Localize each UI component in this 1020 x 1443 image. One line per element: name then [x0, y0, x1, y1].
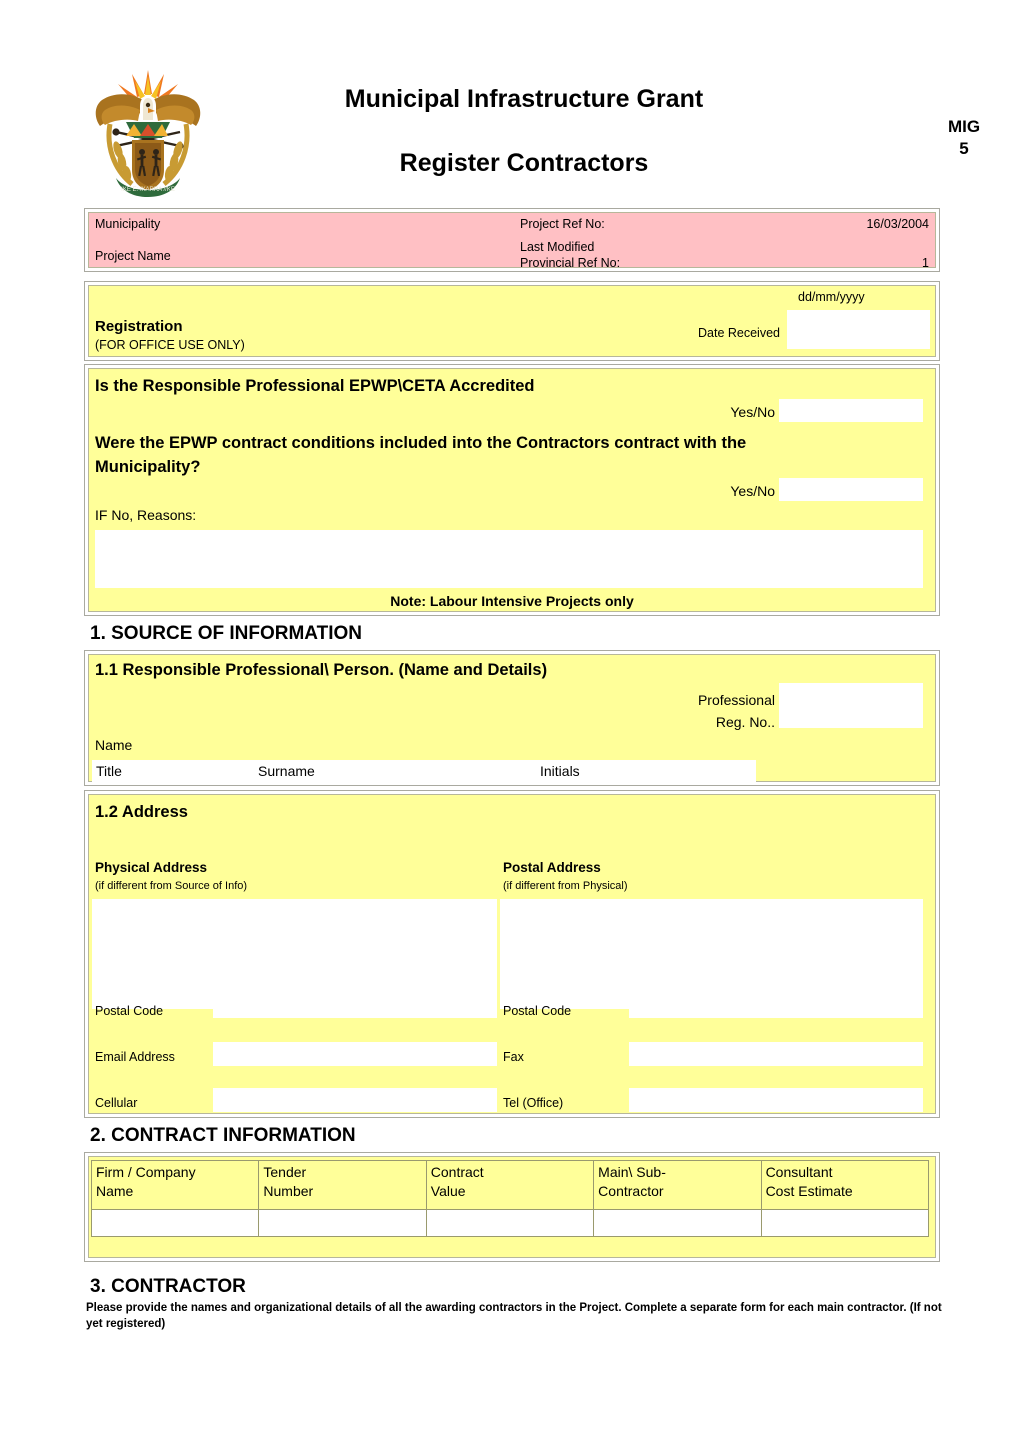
col-contract-value	[426, 1161, 593, 1210]
address-section	[84, 790, 940, 1118]
col-tender-line1: Tender	[263, 1164, 307, 1180]
physical-address-input[interactable]	[92, 899, 497, 1009]
epwp-question-1: Is the Responsible Professional EPWP\CETA Accredited	[95, 377, 535, 395]
south-african-coat-of-arms-icon	[88, 66, 208, 198]
form-code-number: 5	[959, 139, 969, 158]
col-tender-number	[259, 1161, 426, 1210]
col-mainsub-line1: Main\ Sub-	[598, 1164, 666, 1180]
section-1-1-heading: 1.1 Responsible Professional\ Person. (Name and Details)	[95, 661, 548, 679]
tel-office-label: Tel (Office)	[503, 1096, 564, 1110]
fax-input[interactable]	[629, 1042, 923, 1066]
epwp-section	[84, 364, 940, 616]
col-firm-company-name	[92, 1161, 259, 1210]
email-label: Email Address	[95, 1050, 175, 1064]
cell-contract-value[interactable]	[426, 1210, 593, 1237]
cell-firm-company-name[interactable]	[92, 1210, 259, 1237]
last-modified-label: Last Modified	[520, 240, 595, 254]
svg-text:!KE E: /XARRA //KE: !KE E: /XARRA //KE	[121, 187, 175, 193]
epwp-note: Note: Labour Intensive Projects only	[390, 593, 634, 609]
provincial-ref-label: Provincial Ref No:	[520, 256, 621, 270]
postal-address-input[interactable]	[500, 899, 923, 1009]
name-label: Name	[95, 737, 133, 753]
project-info-bar-inner	[88, 212, 936, 268]
page-number: 1	[922, 256, 929, 270]
physical-address-heading: Physical Address	[95, 860, 208, 875]
cellular-label: Cellular	[95, 1096, 138, 1110]
form-header	[84, 62, 981, 202]
epwp-question-2: Were the EPWP contract conditions included into the Contractors contract with the Municipality?	[95, 434, 747, 476]
form-title-line2: Register Contractors	[399, 149, 649, 177]
last-modified-date: 16/03/2004	[866, 217, 929, 231]
contract-information-table	[91, 1160, 929, 1237]
title-label: Title	[96, 763, 122, 779]
col-value-line1: Contract	[430, 1164, 484, 1180]
cell-consultant-cost-estimate[interactable]	[761, 1210, 928, 1237]
registration-section	[84, 281, 940, 361]
col-firm-line1: Firm / Company	[96, 1164, 196, 1180]
fax-label: Fax	[503, 1050, 524, 1064]
col-value-line2: Value	[430, 1183, 466, 1199]
contract-table-wrapper	[91, 1160, 929, 1248]
col-mainsub-line2: Contractor	[598, 1183, 664, 1199]
epwp-reasons-input[interactable]	[95, 530, 923, 588]
epwp-answer-input-2[interactable]	[779, 478, 923, 501]
project-ref-label: Project Ref No:	[520, 217, 605, 231]
municipality-label: Municipality	[95, 217, 161, 231]
date-received-label: Date Received	[698, 326, 780, 340]
table-header-row	[92, 1161, 929, 1210]
epwp-if-no-label: IF No, Reasons:	[95, 507, 197, 523]
col-consultant-line2: Cost Estimate	[765, 1183, 853, 1199]
col-consultant-line1: Consultant	[765, 1164, 833, 1180]
form-title-line1: Municipal Infrastructure Grant	[344, 85, 704, 113]
professional-reg-no-label-line1: Professional	[697, 692, 775, 708]
section-3-note: Please provide the names and organizational details of all the awarding contractors in the Project. Complete a separate form for each main contractor. (If not yet registered)	[86, 1302, 942, 1330]
professional-reg-no-label	[615, 689, 775, 733]
registration-title: Registration	[95, 318, 183, 335]
surname-label: Surname	[258, 763, 315, 779]
section-1-2-heading: 1.2 Address	[95, 803, 188, 821]
registration-subtitle: (FOR OFFICE USE ONLY)	[95, 338, 245, 352]
address-section-inner	[88, 794, 936, 1114]
epwp-yesno-label-2: Yes/No	[730, 483, 775, 499]
form-code-prefix: MIG	[947, 117, 981, 136]
section-1-heading: 1. SOURCE OF INFORMATION	[90, 623, 362, 644]
contract-information-inner	[88, 1156, 936, 1258]
form-title-block	[224, 84, 824, 178]
form-code	[924, 116, 1004, 160]
contract-information-section	[84, 1152, 940, 1262]
physical-postal-code-input[interactable]	[213, 996, 497, 1018]
cell-main-sub-contractor[interactable]	[594, 1210, 761, 1237]
cellular-input[interactable]	[213, 1088, 497, 1112]
registration-section-inner	[88, 285, 936, 357]
table-row	[92, 1210, 929, 1237]
epwp-answer-input-1[interactable]	[779, 399, 923, 422]
epwp-yesno-label-1: Yes/No	[730, 404, 775, 420]
professional-reg-no-input[interactable]	[779, 683, 923, 728]
project-info-bar	[84, 208, 940, 272]
source-of-information-inner	[88, 654, 936, 782]
section-3-heading: 3. CONTRACTOR	[90, 1276, 246, 1297]
col-main-sub-contractor	[594, 1161, 761, 1210]
epwp-section-inner	[88, 368, 936, 612]
project-name-label: Project Name	[95, 249, 171, 263]
cell-tender-number[interactable]	[259, 1210, 426, 1237]
postal-postal-code-label: Postal Code	[503, 1004, 572, 1018]
physical-address-subnote: (if different from Source of Info)	[95, 880, 248, 892]
col-firm-line2: Name	[96, 1183, 134, 1199]
date-format-hint: dd/mm/yyyy	[798, 290, 865, 304]
tel-office-input[interactable]	[629, 1088, 923, 1112]
source-of-information-section	[84, 650, 940, 786]
section-2-heading: 2. CONTRACT INFORMATION	[90, 1125, 356, 1146]
initials-label: Initials	[540, 763, 580, 779]
physical-postal-code-label: Postal Code	[95, 1004, 164, 1018]
postal-postal-code-input[interactable]	[629, 996, 923, 1018]
professional-reg-no-label-line2: Reg. No..	[715, 714, 775, 730]
postal-address-heading: Postal Address	[503, 860, 601, 875]
col-consultant-cost-estimate	[761, 1161, 928, 1210]
date-received-input[interactable]	[787, 310, 930, 349]
email-input[interactable]	[213, 1042, 497, 1066]
col-tender-line2: Number	[263, 1183, 314, 1199]
postal-address-subnote: (if different from Physical)	[503, 880, 628, 892]
name-fields-row	[92, 760, 756, 782]
